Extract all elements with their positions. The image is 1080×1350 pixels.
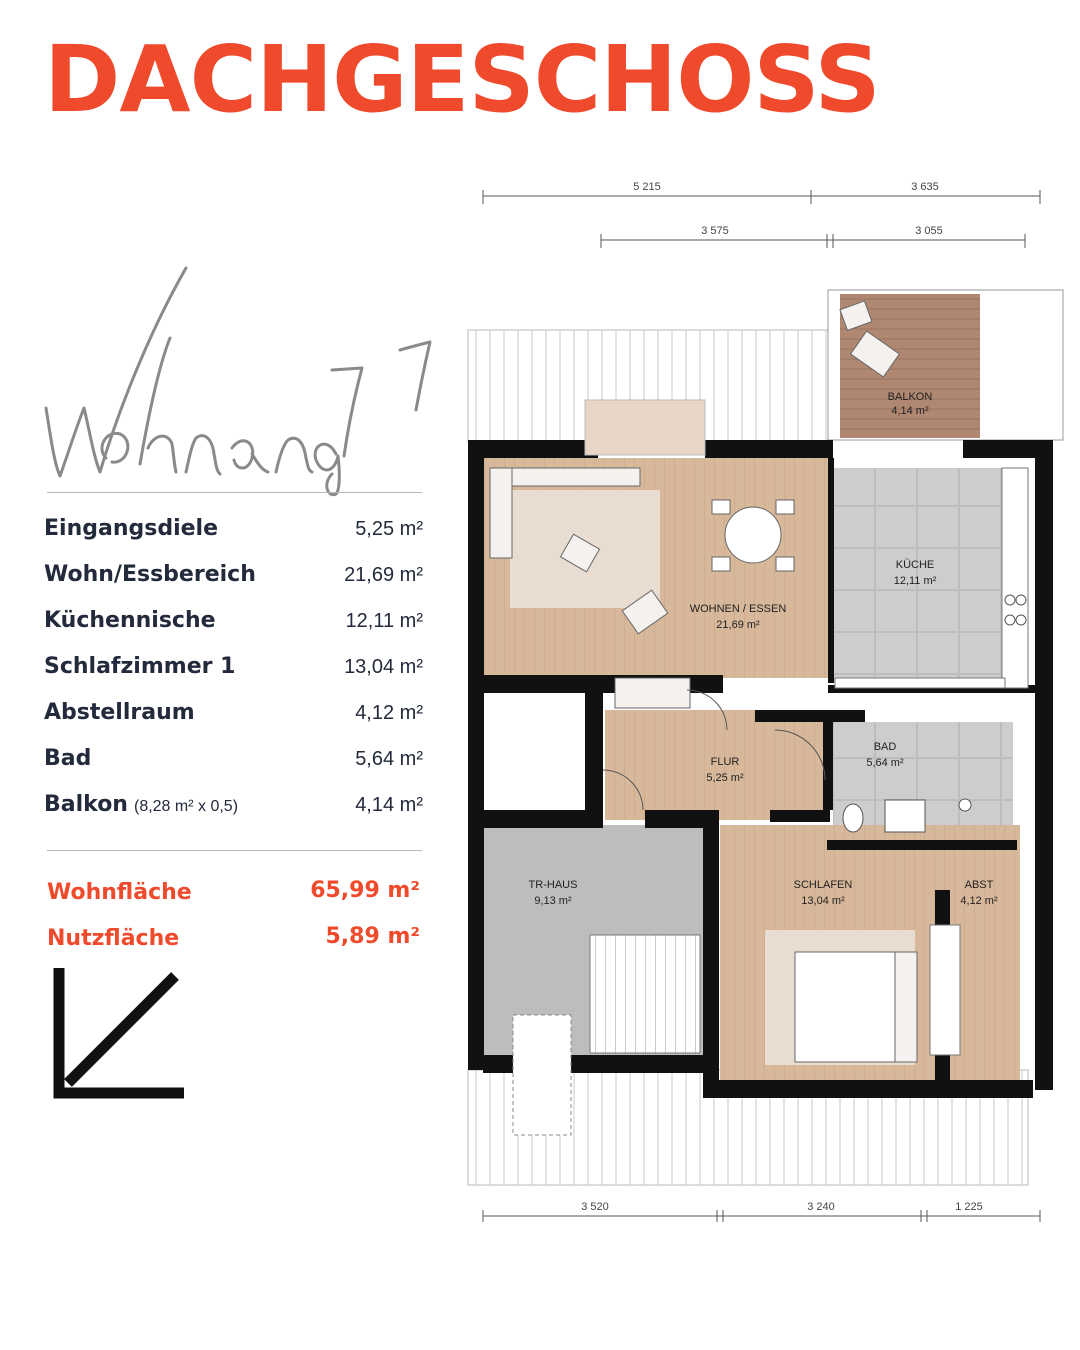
shower [959,799,971,811]
room-area: 5,64 m² [355,748,423,770]
divider-top [47,492,422,493]
dormer [585,400,705,455]
dim-label: 3 575 [701,225,729,237]
dim-label: 5 215 [633,181,661,193]
room-area: 4,12 m² [355,702,423,724]
dining-chair [712,557,730,571]
room-name: Abstellraum [44,700,195,725]
room-label: 9,13 m² [534,895,572,907]
room-name: Balkon (8,28 m² x 0,5) [44,792,239,817]
kitchen-counter-bottom [835,678,1005,688]
room-row [44,554,429,600]
arrow-down-left-icon [50,968,185,1103]
room-name: Wohn/Essbereich [44,562,256,587]
dim-label: 3 520 [581,1201,609,1213]
total-label: Wohnfläche [47,880,192,905]
room-label: BAD [873,741,897,753]
sofa-side [490,468,512,558]
room-label: ABST [964,879,994,891]
room-area: 4,14 m² [355,794,423,816]
sink [885,800,925,832]
page-title: DACHGESCHOSS [44,26,880,133]
kitchen-counter [1002,468,1028,688]
room-label: 5,64 m² [866,757,904,769]
stair-opening [513,1015,571,1135]
total-value: 5,89 m² [325,924,420,949]
room-name: Schlafzimmer 1 [44,654,236,679]
total-row-living [47,872,429,918]
room-label: 5,25 m² [706,772,744,784]
dining-table [725,507,781,563]
room-name: Küchennische [44,608,216,633]
floor-plan [455,170,1065,1240]
totals [47,872,429,964]
room-label: 12,11 m² [893,575,937,587]
room-label: TR-HAUS [528,879,578,891]
room-label: 21,69 m² [716,619,760,631]
bed [795,952,895,1062]
storage-shelf [930,925,960,1055]
total-row-usable [47,918,429,964]
room-name: Eingangsdiele [44,516,219,541]
total-value: 65,99 m² [310,878,420,903]
toilet [843,804,863,832]
room-label: BALKON [887,391,933,403]
room-row [44,646,429,692]
room-label: 4,14 m² [891,405,929,417]
dim-label: 3 635 [911,181,939,193]
room-note: (8,28 m² x 0,5) [133,798,239,815]
dimension-lines-top [483,190,1040,248]
room-label: KÜCHE [895,559,935,571]
total-label: Nutzfläche [47,926,180,951]
room-row [44,738,429,784]
room-row [44,692,429,738]
wardrobe [615,678,690,708]
room-area: 5,25 m² [355,518,423,540]
dim-label: 3 240 [807,1201,835,1213]
room-area: 12,11 m² [345,610,423,632]
dim-label: 3 055 [915,225,943,237]
apartment-signature [36,258,456,498]
room-row [44,784,429,830]
dim-label: 1 225 [955,1201,983,1213]
room-label: 4,12 m² [960,895,998,907]
room-name: Bad [44,746,92,771]
dining-chair [776,500,794,514]
room-label: 13,04 m² [801,895,845,907]
staircase [590,935,700,1053]
room-area: 21,69 m² [344,564,423,586]
room-label: WOHNEN / ESSEN [689,603,787,615]
room-label: SCHLAFEN [793,879,853,891]
bed-headboard [895,952,917,1062]
room-row [44,508,429,554]
room-label: FLUR [710,756,740,768]
dining-chair [712,500,730,514]
room-list [44,508,429,830]
divider-bottom [47,850,422,851]
room-area: 13,04 m² [344,656,423,678]
dining-chair [776,557,794,571]
room-row [44,600,429,646]
